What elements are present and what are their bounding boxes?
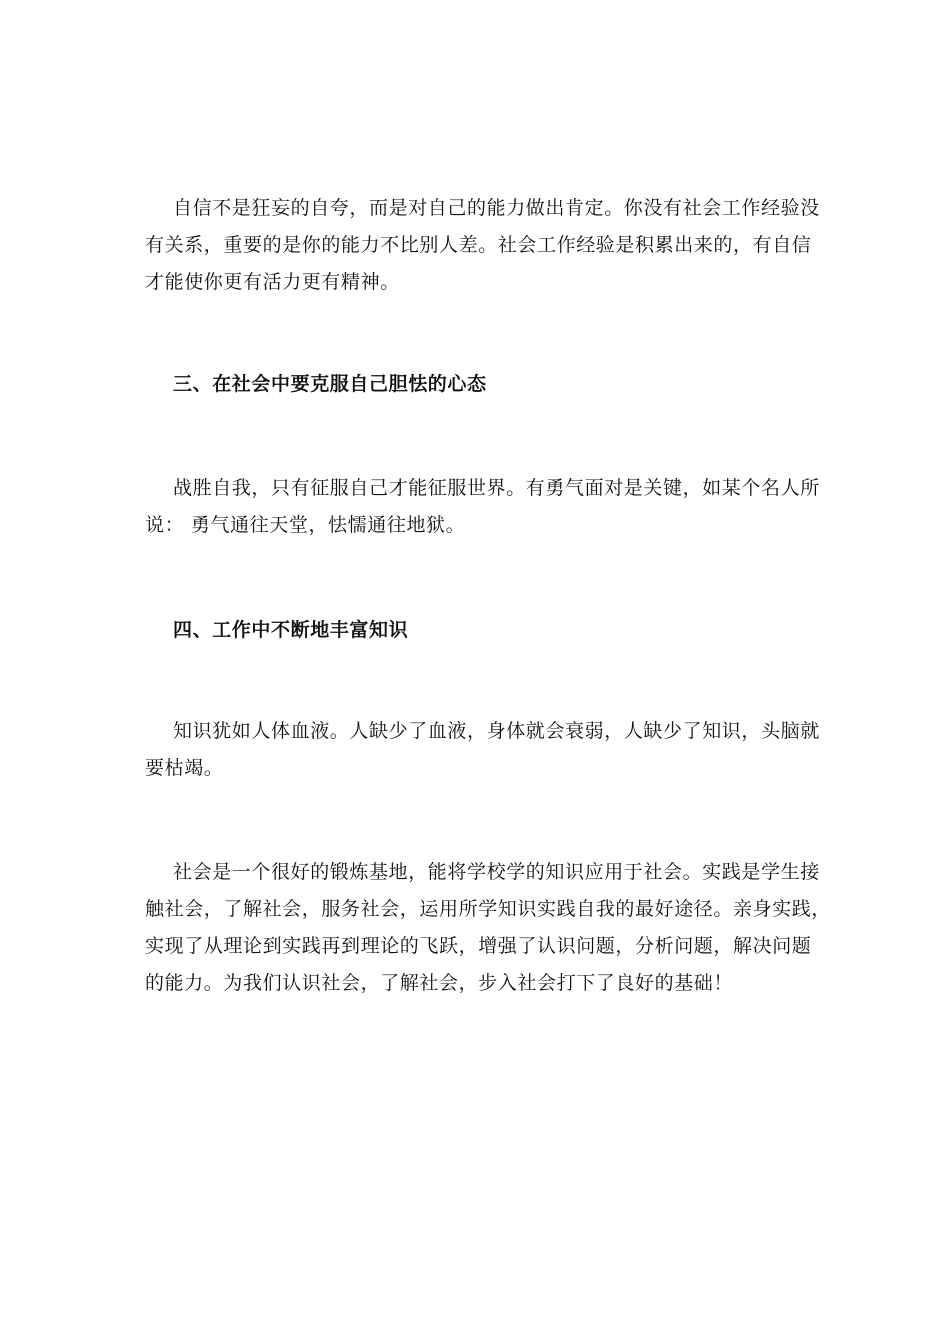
paragraph-overcome-self [145, 470, 825, 544]
paragraph-line: 触社会，了解社会，服务社会，运用所学知识实践自我的最好途径。亲身实践， [145, 898, 832, 920]
section-heading-4: 四、工作中不断地丰富知识 [173, 619, 409, 641]
paragraph-line: 实现了从理论到实践再到理论的飞跃，增强了认识问题，分析问题，解决问题 [145, 935, 812, 957]
paragraph-knowledge [145, 713, 825, 787]
section-heading-3: 三、在社会中要克服自己胆怯的心态 [173, 373, 487, 395]
paragraph-line: 有关系，重要的是你的能力不比别人差。社会工作经验是积累出来的，有自信 [145, 234, 812, 256]
paragraph-line: 的能力。为我们认识社会，了解社会，步入社会打下了良好的基础！ [145, 972, 734, 994]
paragraph-line: 说： 勇气通往天堂，怯懦通往地狱。 [145, 514, 466, 536]
paragraph-line: 才能使你更有活力更有精神。 [145, 271, 400, 293]
paragraph-line: 社会是一个很好的锻炼基地，能将学校学的知识应用于社会。实践是学生接 [173, 861, 820, 883]
paragraph-society-practice [145, 854, 832, 1002]
paragraph-line: 自信不是狂妄的自夸，而是对自己的能力做出肯定。你没有社会工作经验没 [173, 197, 820, 219]
paragraph-line: 战胜自我，只有征服自己才能征服世界。有勇气面对是关键，如某个名人所 [173, 477, 820, 499]
paragraph-confidence [145, 190, 825, 301]
paragraph-line: 知识犹如人体血液。人缺少了血液，身体就会衰弱，人缺少了知识，头脑就 [173, 720, 820, 742]
paragraph-line: 要枯竭。 [145, 757, 224, 779]
